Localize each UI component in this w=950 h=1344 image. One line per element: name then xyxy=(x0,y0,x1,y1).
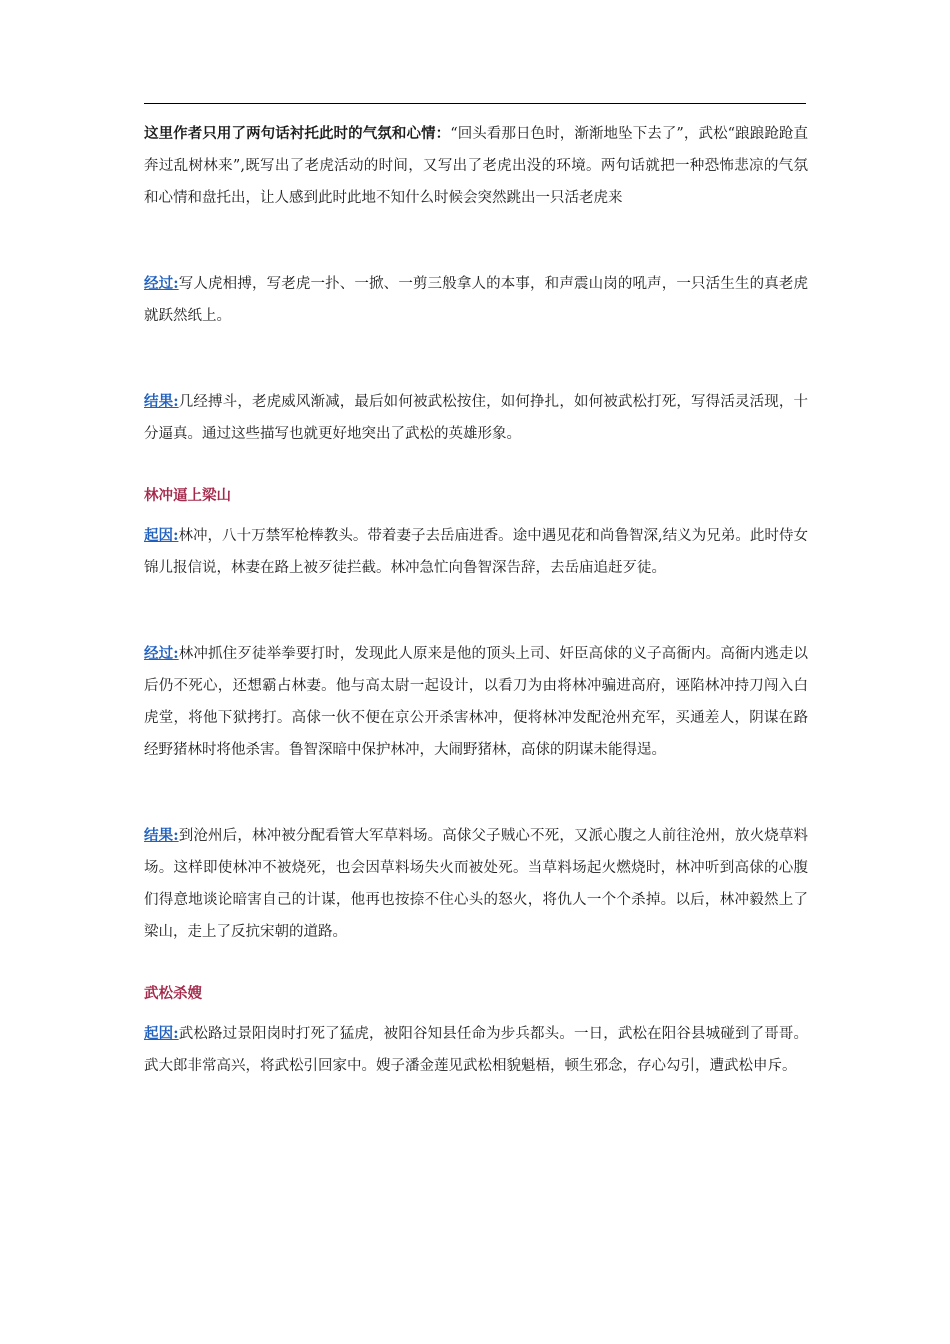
cause-label[interactable]: 起因: xyxy=(144,527,179,544)
header-rule xyxy=(144,103,806,104)
linchong-process-text: 林冲抓住歹徒举拳要打时，发现此人原来是他的顶头上司、奸臣高俅的义子高衙内。高衙内逃走以后仍不死心，还想霸占林妻。他与高太尉一起设计，以看刀为由将林冲骗进高府，诬陷林冲持刀闯入白虎堂，将他下狱拷打。高俅一伙不便在京公开杀害林冲，便将林冲发配沧州充军，买通差人，阴谋在路经野猪林时将他杀害。鲁智深暗中保护林冲，大闹野猪林，高俅的阴谋未能得逞。 xyxy=(144,646,809,758)
linchong-result-text: 到沧州后，林冲被分配看管大军草料场。高俅父子贼心不死，又派心腹之人前往沧州，放火烧草料场。这样即使林冲不被烧死，也会因草料场失火而被处死。当草料场起火燃烧时，林冲听到高俅的心腹们得意地谈论暗害自己的计谋，他再也按捺不住心头的怒火，将仇人一个个杀掉。以后，林冲毅然上了梁山，走上了反抗宋朝的道路。 xyxy=(144,828,809,940)
intro-bold-lead: 这里作者只用了两句话衬托此时的气氛和心情： xyxy=(144,125,451,142)
linchong-result-paragraph xyxy=(144,820,808,948)
process-label[interactable]: 经过: xyxy=(144,645,179,662)
cause-label[interactable]: 起因: xyxy=(144,1025,179,1042)
document-body xyxy=(144,118,808,1082)
tiger-result-text: 几经搏斗，老虎威风渐减，最后如何被武松按住，如何挣扎，如何被武松打死，写得活灵活现，十分逼真。通过这些描写也就更好地突出了武松的英雄形象。 xyxy=(144,394,809,442)
result-label[interactable]: 结果: xyxy=(144,393,179,410)
wusong-cause-text: 武松路过景阳岗时打死了猛虎，被阳谷知县任命为步兵都头。一日，武松在阳谷县城碰到了哥哥。武大郎非常高兴，将武松引回家中。嫂子潘金莲见武松相貌魁梧，顿生邪念，存心勾引，遭武松申斥。 xyxy=(144,1026,809,1074)
wusong-cause-paragraph xyxy=(144,1018,808,1082)
section-title-wusong: 武松杀嫂 xyxy=(144,986,202,1002)
section-title-linchong: 林冲逼上梁山 xyxy=(144,488,231,504)
intro-paragraph xyxy=(144,118,808,214)
result-label[interactable]: 结果: xyxy=(144,827,179,844)
linchong-process-paragraph xyxy=(144,638,808,766)
linchong-cause-text: 林冲，八十万禁军枪棒教头。带着妻子去岳庙进香。途中遇见花和尚鲁智深,结义为兄弟。此时侍女锦儿报信说，林妻在路上被歹徒拦截。林冲急忙向鲁智深告辞，去岳庙追赶歹徒。 xyxy=(144,528,808,576)
tiger-result-paragraph xyxy=(144,386,808,450)
tiger-process-text: 写人虎相搏，写老虎一扑、一掀、一剪三般拿人的本事，和声震山岗的吼声，一只活生生的真老虎就跃然纸上。 xyxy=(144,276,809,324)
process-label[interactable]: 经过: xyxy=(144,275,179,292)
tiger-process-paragraph xyxy=(144,268,808,332)
linchong-cause-paragraph xyxy=(144,520,808,584)
intro-text: “回头看那日色时，渐渐地坠下去了”，武松“踉踉跄跄直奔过乱树林来”,既写出了老虎活动的时间，又写出了老虎出没的环境。两句话就把一种恐怖悲凉的气氛和心情和盘托出，让人感到此时此地不知什么时候会突然跳出一只活老虎来 xyxy=(144,126,808,206)
